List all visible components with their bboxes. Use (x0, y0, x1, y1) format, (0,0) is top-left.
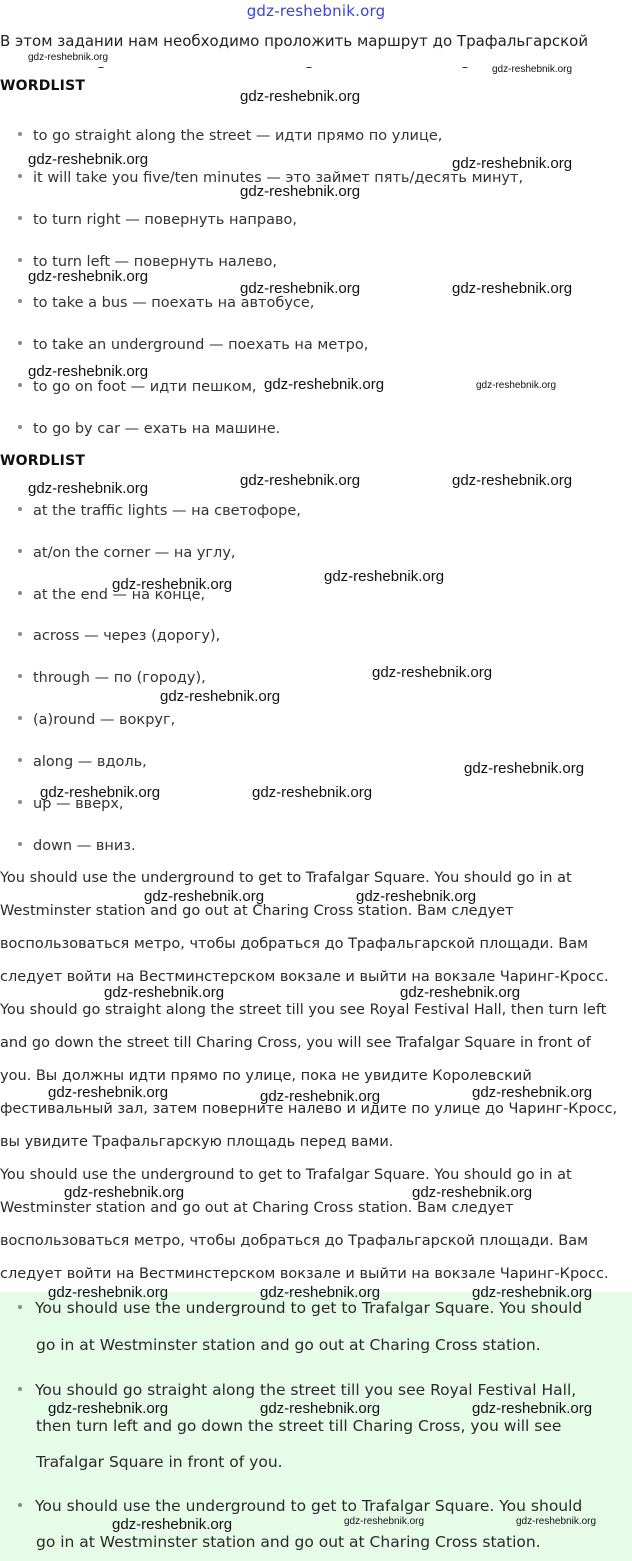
watermark: gdz-reshebnik.org (40, 784, 161, 801)
watermark: gdz-reshebnik.org (28, 52, 109, 63)
bullet-icon (18, 132, 22, 136)
paragraph-line: Westminster station and go out at Charing Cross station. Вам следует (0, 903, 514, 919)
list-item: at the end — на конце, (18, 587, 205, 603)
watermark: gdz-reshebnik.org (240, 88, 361, 105)
watermark-dash: – (306, 60, 312, 74)
watermark: gdz-reshebnik.org (260, 1088, 381, 1105)
list-item: up — вверх, (18, 796, 124, 812)
site-title[interactable]: gdz-reshebnik.org (246, 2, 386, 20)
watermark: gdz-reshebnik.org (264, 376, 385, 393)
watermark: gdz-reshebnik.org (324, 568, 445, 585)
list-item: to go by car — ехать на машине. (18, 421, 280, 437)
bullet-icon (18, 299, 22, 303)
watermark: gdz-reshebnik.org (252, 784, 373, 801)
bullet-icon (18, 1387, 22, 1391)
watermark: gdz-reshebnik.org (344, 1516, 425, 1527)
list-item: along — вдоль, (18, 754, 147, 770)
paragraph-line: следует войти на Вестминстерском вокзале и выйти на вокзале Чаринг-Кросс. (0, 1266, 609, 1282)
watermark: gdz-reshebnik.org (372, 664, 493, 681)
list-item: to take a bus — поехать на автобусе, (18, 295, 314, 311)
watermark: gdz-reshebnik.org (452, 280, 573, 297)
watermark: gdz-reshebnik.org (28, 151, 149, 168)
watermark: gdz-reshebnik.org (64, 1184, 185, 1201)
answer-box-line: then turn left and go down the street till Charing Cross, you will see (36, 1417, 562, 1435)
paragraph-line: You should use the underground to get to Trafalgar Square. You should go in at (0, 1167, 572, 1183)
list-item: to go straight along the street — идти прямо по улице, (18, 128, 442, 144)
bullet-icon (18, 758, 22, 762)
list-item: it will take you five/ten minutes — это займет пять/десять минут, (18, 170, 523, 186)
watermark: gdz-reshebnik.org (28, 480, 149, 497)
paragraph-line: вы увидите Трафальгарскую площадь перед вами. (0, 1134, 394, 1150)
watermark: gdz-reshebnik.org (260, 1284, 381, 1301)
paragraph-line: Westminster station and go out at Charing Cross station. Вам следует (0, 1200, 514, 1216)
list-item: to turn right — повернуть направо, (18, 212, 297, 228)
watermark: gdz-reshebnik.org (464, 760, 585, 777)
bullet-icon (18, 842, 22, 846)
watermark-dash: – (462, 60, 468, 74)
watermark: gdz-reshebnik.org (104, 984, 225, 1001)
list-item: across — через (дорогу), (18, 628, 220, 644)
watermark: gdz-reshebnik.org (260, 1400, 381, 1417)
watermark: gdz-reshebnik.org (240, 280, 361, 297)
watermark: gdz-reshebnik.org (516, 1516, 597, 1527)
answer-box-line: go in at Westminster station and go out at Charing Cross station. (36, 1336, 541, 1354)
watermark: gdz-reshebnik.org (48, 1284, 169, 1301)
list-item: to turn left — повернуть налево, (18, 254, 277, 270)
bullet-icon (18, 383, 22, 387)
watermark: gdz-reshebnik.org (240, 183, 361, 200)
wordlist-heading: WORDLIST (0, 78, 86, 94)
list-item: down — вниз. (18, 838, 136, 854)
watermark: gdz-reshebnik.org (452, 472, 573, 489)
bullet-icon (18, 1305, 22, 1309)
bullet-icon (18, 341, 22, 345)
watermark: gdz-reshebnik.org (472, 1084, 593, 1101)
paragraph-line: воспользоваться метро, чтобы добраться до Трафальгарской площади. Вам (0, 1233, 589, 1249)
watermark: gdz-reshebnik.org (112, 1516, 233, 1533)
watermark: gdz-reshebnik.org (412, 1184, 533, 1201)
bullet-icon (18, 716, 22, 720)
watermark: gdz-reshebnik.org (240, 472, 361, 489)
intro-text: В этом задании нам необходимо проложить маршрут до Трафальгарской (0, 32, 589, 50)
paragraph-line: You should go straight along the street till you see Royal Festival Hall, then turn left (0, 1002, 607, 1018)
watermark: gdz-reshebnik.org (492, 64, 573, 75)
paragraph-line: You should use the underground to get to Trafalgar Square. You should go in at (0, 870, 572, 886)
bullet-icon (18, 1503, 22, 1507)
watermark: gdz-reshebnik.org (472, 1400, 593, 1417)
watermark: gdz-reshebnik.org (112, 576, 233, 593)
watermark-dash: – (98, 60, 104, 74)
bullet-icon (18, 174, 22, 178)
paragraph-line: следует войти на Вестминстерском вокзале и выйти на вокзале Чаринг-Кросс. (0, 969, 609, 985)
answer-box-line: Trafalgar Square in front of you. (36, 1453, 283, 1471)
bullet-icon (18, 507, 22, 511)
bullet-icon (18, 425, 22, 429)
bullet-icon (18, 674, 22, 678)
answer-box-item: You should use the underground to get to Trafalgar Square. You should (18, 1497, 582, 1515)
list-item: (a)round — вокруг, (18, 712, 175, 728)
list-item: to take an underground — поехать на метро, (18, 337, 368, 353)
bullet-icon (18, 632, 22, 636)
bullet-icon (18, 216, 22, 220)
watermark: gdz-reshebnik.org (48, 1084, 169, 1101)
list-item: to go on foot — идти пешком, (18, 379, 257, 395)
paragraph-line: воспользоваться метро, чтобы добраться до Трафальгарской площади. Вам (0, 936, 589, 952)
watermark: gdz-reshebnik.org (28, 268, 149, 285)
bullet-icon (18, 549, 22, 553)
bullet-icon (18, 800, 22, 804)
answer-box-item: You should use the underground to get to Trafalgar Square. You should (18, 1299, 582, 1317)
list-item: through — по (городу), (18, 670, 206, 686)
watermark: gdz-reshebnik.org (476, 380, 557, 391)
watermark: gdz-reshebnik.org (28, 363, 149, 380)
bullet-icon (18, 591, 22, 595)
wordlist-heading: WORDLIST (0, 453, 86, 469)
paragraph-line: фестивальный зал, затем поверните налево и идите по улице до Чаринг-Кросс, (0, 1101, 618, 1117)
watermark: gdz-reshebnik.org (160, 688, 281, 705)
list-item: at the traffic lights — на светофоре, (18, 503, 301, 519)
watermark: gdz-reshebnik.org (48, 1400, 169, 1417)
watermark: gdz-reshebnik.org (472, 1284, 593, 1301)
answer-box-line: go in at Westminster station and go out at Charing Cross station. (36, 1533, 541, 1551)
answer-box-item: You should go straight along the street till you see Royal Festival Hall, (18, 1381, 576, 1399)
watermark: gdz-reshebnik.org (452, 155, 573, 172)
watermark: gdz-reshebnik.org (144, 888, 265, 905)
bullet-icon (18, 258, 22, 262)
watermark: gdz-reshebnik.org (356, 888, 477, 905)
paragraph-line: you. Вы должны идти прямо по улице, пока не увидите Королевский (0, 1068, 532, 1084)
paragraph-line: and go down the street till Charing Cross, you will see Trafalgar Square in front of (0, 1035, 591, 1051)
list-item: at/on the corner — на углу, (18, 545, 236, 561)
watermark: gdz-reshebnik.org (400, 984, 521, 1001)
